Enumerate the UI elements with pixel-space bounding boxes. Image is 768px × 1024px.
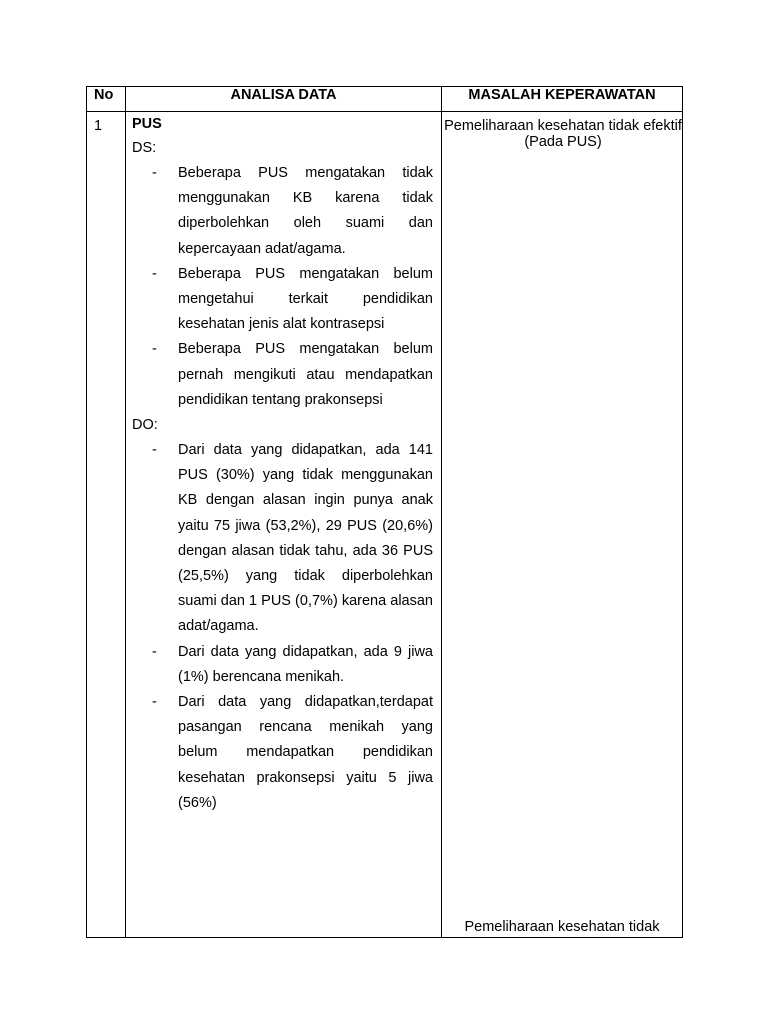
- bullet-dash: -: [152, 694, 157, 711]
- ds-list: [132, 161, 433, 413]
- list-item: [132, 640, 433, 690]
- list-item-text: Dari data yang didapatkan,terdapat pasangan rencana menikah yang belum mendapatkan pendidikan kesehatan prakonsepsi yaitu 5 jiwa (56%): [178, 694, 433, 811]
- list-item-text: Beberapa PUS mengatakan belum pernah mengikuti atau mendapatkan pendidikan tentang prakonsepsi: [178, 341, 433, 408]
- bullet-dash: -: [152, 442, 157, 459]
- list-item: [132, 337, 433, 413]
- do-list: [132, 438, 433, 816]
- bullet-dash: -: [152, 341, 157, 358]
- analisa-data-cell: [126, 112, 442, 938]
- header-no: No: [87, 87, 126, 112]
- list-item-text: Dari data yang didapatkan, ada 141 PUS (30%) yang tidak menggunakan KB dengan alasan ingin punya anak yaitu 75 jiwa (53,2%), 29 PUS (20,6%) dengan alasan tidak tahu, ada 36 PUS (25,5%) yang tidak diperbolehkan suami dan 1 PUS (0,7%) karena alasan adat/agama.: [178, 442, 433, 635]
- bullet-dash: -: [152, 643, 157, 660]
- list-item: [132, 438, 433, 640]
- header-analisa-data: ANALISA DATA: [126, 87, 442, 112]
- ds-label: DS:: [132, 140, 157, 156]
- table-header-row: [87, 87, 683, 112]
- header-masalah-keperawatan: MASALAH KEPERAWATAN: [442, 87, 683, 112]
- diagnosis-text-continued: Pemeliharaan kesehatan tidak: [464, 919, 660, 935]
- group-title: PUS: [132, 116, 162, 132]
- table-row: [87, 112, 683, 938]
- list-item-text: Dari data yang didapatkan, ada 9 jiwa (1%) berencana menikah.: [178, 643, 433, 685]
- nursing-analysis-table: [86, 86, 683, 938]
- masalah-keperawatan-cell: [442, 112, 683, 938]
- list-item-text: Beberapa PUS mengatakan tidak menggunakan KB karena tidak diperbolehkan oleh suami dan kepercayaan adat/agama.: [178, 165, 433, 257]
- list-item: [132, 690, 433, 816]
- bullet-dash: -: [152, 265, 157, 282]
- bullet-dash: -: [152, 165, 157, 181]
- list-item-text: Beberapa PUS mengatakan belum mengetahui terkait pendidikan kesehatan jenis alat kontrasepsi: [178, 265, 433, 333]
- do-label: DO:: [132, 417, 158, 434]
- diagnosis-text: Pemeliharaan kesehatan tidak efektif (Pada PUS): [444, 118, 682, 150]
- row-number: 1: [87, 112, 126, 938]
- list-item: [132, 262, 433, 338]
- list-item: [132, 161, 433, 262]
